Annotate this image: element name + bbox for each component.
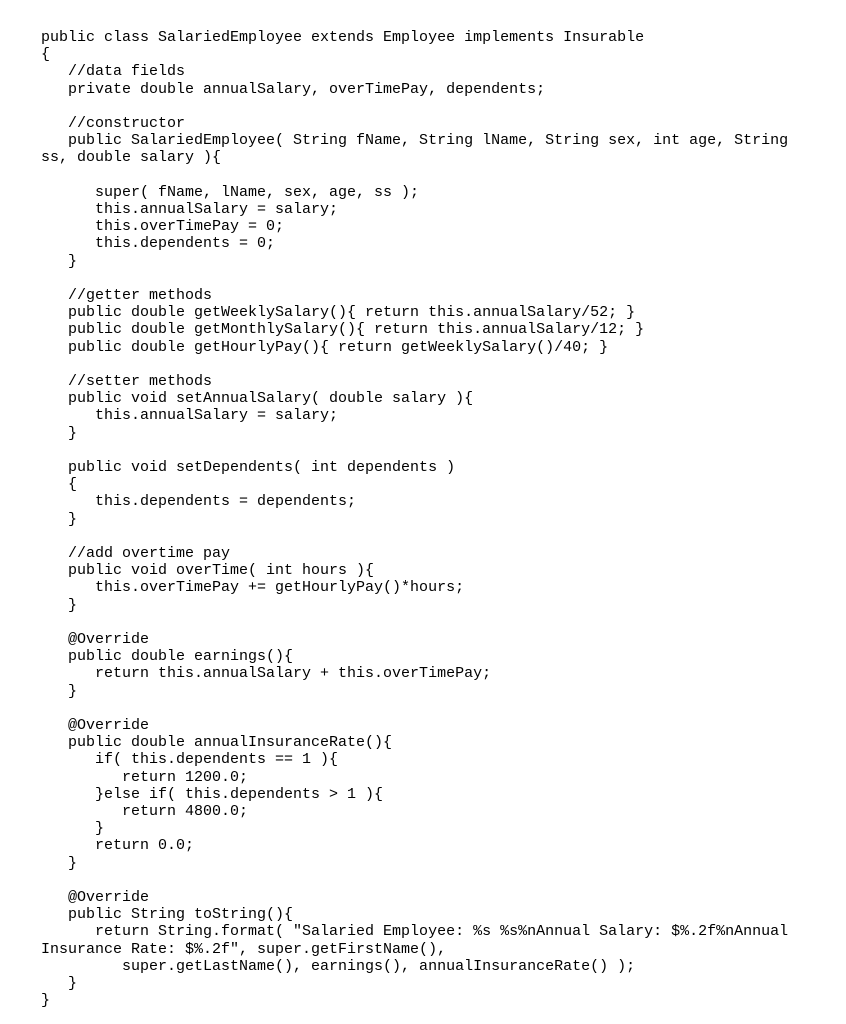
code-line: } xyxy=(41,252,78,270)
code-line: public void overTime( int hours ){ xyxy=(41,562,375,580)
code-line: public double earnings(){ xyxy=(41,648,294,666)
code-line: { xyxy=(41,46,51,64)
code-line xyxy=(41,872,788,889)
code-line: public class SalariedEmployee extends Employee implements Insurable xyxy=(41,29,645,46)
code-line xyxy=(41,98,788,115)
code-line: }else if( this.dependents > 1 ){ xyxy=(41,785,384,803)
code-line: //getter methods xyxy=(41,287,213,304)
code-line: //setter methods xyxy=(41,373,213,390)
code-line: } xyxy=(41,682,78,700)
code-line xyxy=(41,614,788,631)
code-line: @Override xyxy=(41,889,150,907)
code-line: this.annualSalary = salary; xyxy=(41,407,339,425)
code-line: return 1200.0; xyxy=(41,768,249,786)
code-line: } xyxy=(41,510,78,528)
code-line: //constructor xyxy=(41,115,186,132)
code-line: } xyxy=(41,854,78,872)
code-line: //add overtime pay xyxy=(41,545,231,562)
code-line: public double getHourlyPay(){ return getWeeklySalary()/40; } xyxy=(41,338,609,356)
code-line xyxy=(41,442,788,459)
code-line: } xyxy=(41,820,105,838)
code-line: return String.format( "Salaried Employee: %s %s%nAnnual Salary: $%.2f%nAnnual xyxy=(41,923,789,941)
code-line: public double getMonthlySalary(){ return this.annualSalary/12; } xyxy=(41,321,645,339)
code-line: @Override xyxy=(41,631,150,648)
code-line: this.overTimePay = 0; xyxy=(41,218,285,236)
code-line xyxy=(41,167,788,184)
code-line: public SalariedEmployee( String fName, String lName, String sex, int age, String xyxy=(41,132,789,150)
code-line: return 4800.0; xyxy=(41,803,249,821)
code-line: @Override xyxy=(41,717,150,734)
code-block xyxy=(41,29,788,1009)
code-line: } xyxy=(41,596,78,614)
code-line: //data fields xyxy=(41,63,186,81)
code-line: private double annualSalary, overTimePay, dependents; xyxy=(41,80,546,98)
code-line: public double getWeeklySalary(){ return this.annualSalary/52; } xyxy=(41,304,636,322)
code-line: if( this.dependents == 1 ){ xyxy=(41,751,339,769)
code-line: { xyxy=(41,476,78,494)
code-line: public void setAnnualSalary( double salary ){ xyxy=(41,390,474,408)
code-line: this.overTimePay += getHourlyPay()*hours; xyxy=(41,579,465,597)
code-line: ss, double salary ){ xyxy=(41,149,222,167)
code-line: this.dependents = 0; xyxy=(41,235,276,253)
code-line: return 0.0; xyxy=(41,837,195,855)
code-line: public void setDependents( int dependents ) xyxy=(41,459,456,476)
code-line xyxy=(41,270,788,287)
code-line: public double annualInsuranceRate(){ xyxy=(41,734,393,752)
code-line: super( fName, lName, sex, age, ss ); xyxy=(41,183,420,201)
code-line: return this.annualSalary + this.overTimePay; xyxy=(41,665,492,683)
code-line xyxy=(41,528,788,545)
code-line: public String toString(){ xyxy=(41,906,294,924)
code-line: super.getLastName(), earnings(), annualInsuranceRate() ); xyxy=(41,957,636,975)
code-line: } xyxy=(41,992,51,1010)
code-line: this.dependents = dependents; xyxy=(41,493,357,511)
code-line: } xyxy=(41,975,78,993)
code-line: } xyxy=(41,424,78,442)
code-line: this.annualSalary = salary; xyxy=(41,201,339,218)
code-line xyxy=(41,700,788,717)
code-line xyxy=(41,356,788,373)
code-line: Insurance Rate: $%.2f", super.getFirstName(), xyxy=(41,940,447,958)
